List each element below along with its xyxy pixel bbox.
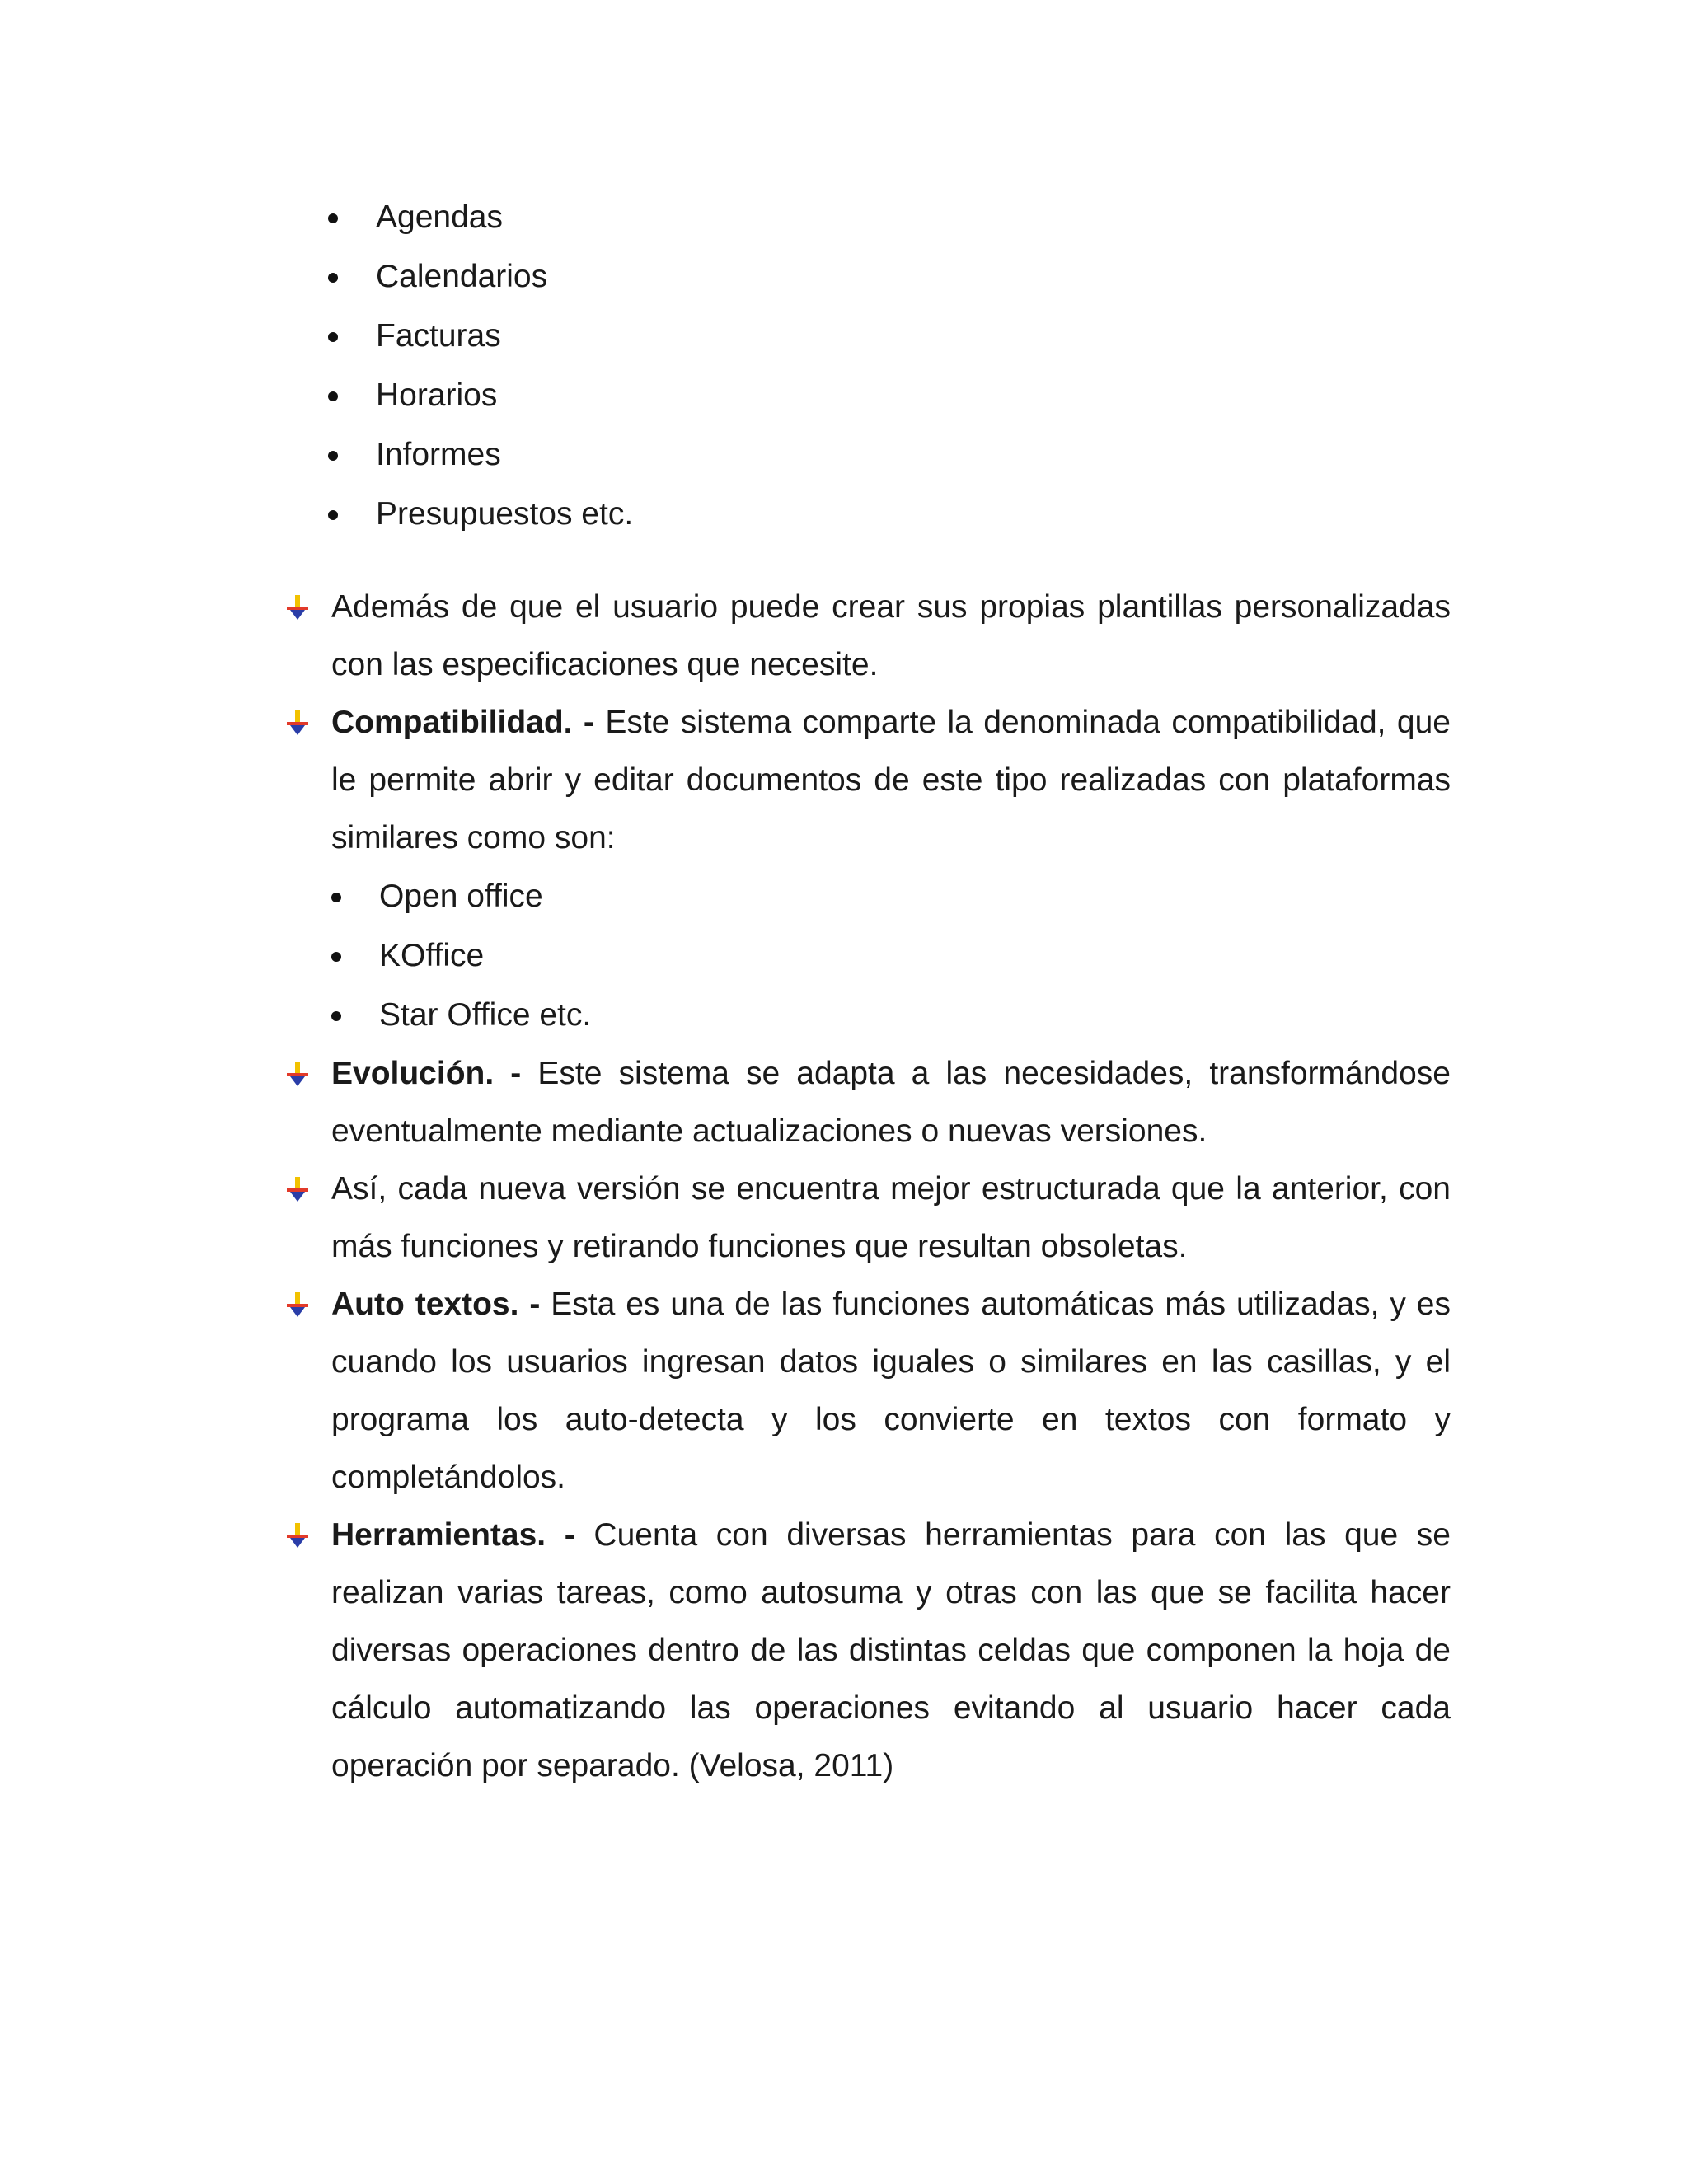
lead-term: Herramientas. [331,1517,546,1553]
dot-bullet-icon [328,332,338,342]
list-item: Informes [328,425,1451,485]
dot-bullet-icon [331,893,341,902]
dot-bullet-icon [328,451,338,461]
dot-bullet-icon [331,952,341,962]
list-item: Calendarios [328,247,1451,307]
arrow-bullet-icon [284,1175,312,1203]
list-item: Horarios [328,366,1451,425]
dot-bullet-icon [328,391,338,401]
arrow-bullet-icon [284,709,312,737]
paragraph-text: Evolución. - Este sistema se adapta a las necesidades, transformándose eventualmente mediante actualizaciones o nuevas versiones. [331,1056,1451,1149]
paragraph-item-auto-texts [280,1276,1451,1507]
paragraph-item [280,1160,1451,1276]
list-item: Star Office etc. [331,986,1451,1045]
paragraph-text: Además de que el usuario puede crear sus propias plantillas personalizadas con las especificaciones que necesite. [331,589,1451,682]
list-item: Agendas [328,188,1451,247]
arrow-bullet-list [280,579,1451,1795]
lead-term: Auto textos. [331,1286,519,1322]
list-item: Open office [331,867,1451,926]
paragraph-item [280,579,1451,694]
paragraph-text: Así, cada nueva versión se encuentra mejor estructurada que la anterior, con más funciones y retirando funciones que resultan obsoletas. [331,1171,1451,1264]
dot-bullet-icon [331,1011,341,1021]
paragraph-item-compatibility [280,694,1451,1045]
arrow-bullet-icon [284,1521,312,1549]
dot-bullet-icon [328,273,338,283]
lead-term: Compatibilidad. [331,705,573,740]
list-item: Presupuestos etc. [328,485,1451,544]
arrow-bullet-icon [284,1291,312,1319]
dot-bullet-icon [328,213,338,223]
paragraph-text: Auto textos. - Esta es una de las funciones automáticas más utilizadas, y es cuando los usuarios ingresan datos iguales o similares en las casillas, y el programa los auto-detecta y los convierte en textos con formato y completándolos. [331,1286,1451,1495]
arrow-bullet-icon [284,593,312,621]
document-content [280,188,1451,1795]
paragraph-item-evolution [280,1045,1451,1160]
paragraph-item-tools [280,1507,1451,1795]
list-item: KOffice [331,926,1451,986]
sub-bullet-list [331,867,1451,1045]
dot-bullet-icon [328,510,338,520]
paragraph-text: Herramientas. - Cuenta con diversas herramientas para con las que se realizan varias tareas, como autosuma y otras con las que se facilita hacer diversas operaciones dentro de las distintas celdas que componen la hoja de cálculo automatizando las operaciones evitando al usuario hacer cada operación por separado. (Velosa, 2011) [331,1517,1451,1783]
list-item: Facturas [328,307,1451,366]
lead-term: Evolución. [331,1056,495,1091]
paragraph-text: Compatibilidad. - Este sistema comparte la denominada compatibilidad, que le permite abrir y editar documentos de este tipo realizadas con plataformas similares como son: [331,705,1451,855]
top-bullet-list [280,188,1451,544]
arrow-bullet-icon [284,1060,312,1088]
